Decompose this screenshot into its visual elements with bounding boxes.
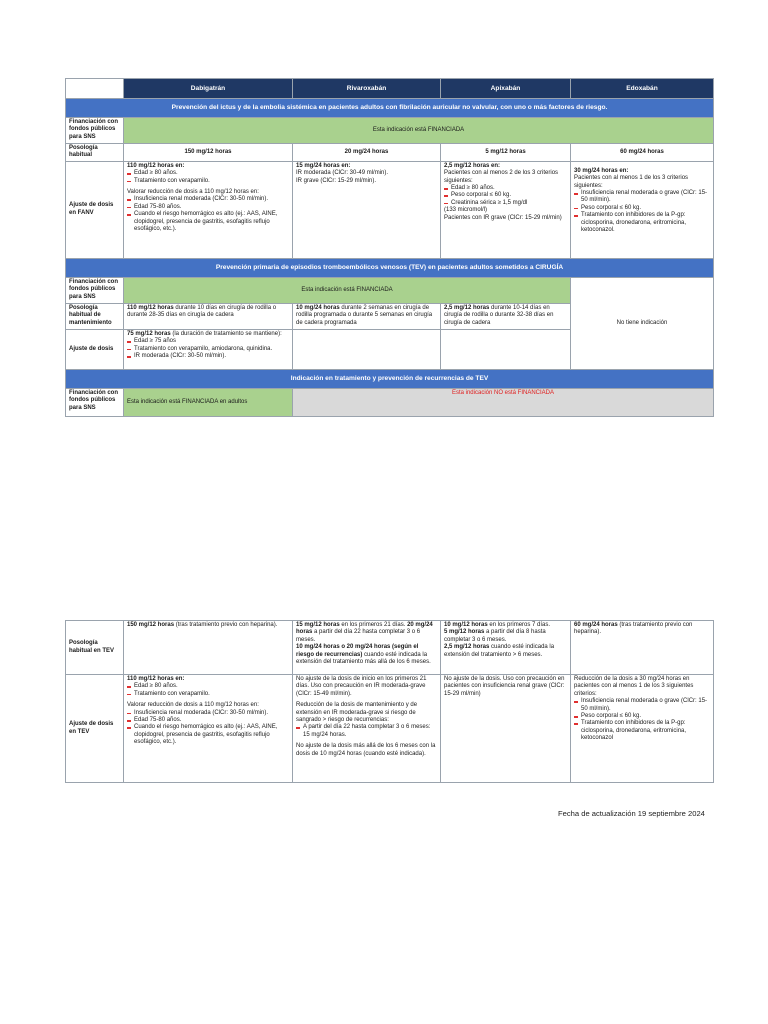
tev-posology-label: Posología habitual en TEV <box>66 621 124 675</box>
dose-detail: en los primeros 21 días. <box>339 622 408 628</box>
tev-adjust-row <box>66 675 714 783</box>
dose-detail: (la duración de tratamiento se mantiene): <box>170 330 282 337</box>
bullet-item: Edad ≥ 75 años <box>127 338 289 345</box>
fanv-posology-label: Posología habitual <box>66 144 124 162</box>
section-tev-band <box>66 369 714 388</box>
surgery-financing-label: Financiación con fondos públicos para SNS <box>66 277 124 303</box>
surgery-adjust-dabigatran <box>124 329 293 369</box>
col-header-dabigatran: Dabigatrán <box>124 79 293 99</box>
surgery-posology-label: Posología habitual de mantenimiento <box>66 303 124 329</box>
section-fanv-title: Prevención del ictus y de la embolia sistémica en pacientes adultos con fibrilación auricular no valvular, con uno o más factores de riesgo. <box>66 99 714 118</box>
bullet-item: Edad ≥ 80 años. <box>444 185 567 192</box>
text-line: 110 mg/12 horas en: <box>127 162 185 169</box>
text-line: 15 mg/24 horas en: <box>296 162 351 169</box>
tev-posology-rivaroxaban <box>293 621 441 675</box>
dose-text: 10 mg/24 horas o 20 mg/24 horas (según el riesgo de recurrencias) <box>296 644 419 658</box>
header-corner <box>66 79 124 99</box>
fanv-adjust-dabigatran <box>124 161 293 258</box>
bullet-item: Insuficiencia renal moderada (ClCr: 30-50 ml/min). <box>127 710 289 717</box>
fanv-adjust-row <box>66 161 714 258</box>
fanv-adjust-edoxaban <box>571 161 714 258</box>
col-header-apixaban: Apixabán <box>441 79 571 99</box>
dose-text: 60 mg/24 horas <box>574 622 618 628</box>
fanv-financing-label: Financiación con fondos públicos para SNS <box>66 118 124 144</box>
update-date: Fecha de actualización 19 septiembre 2024 <box>558 809 705 818</box>
tev-adjust-apixaban: No ajuste de la dosis. Uso con precaución en pacientes con insuficiencia renal grave (ClCr: 15-29 ml/min) <box>441 675 571 783</box>
tev-posology-dabigatran <box>124 621 293 675</box>
dose-detail: (tras tratamiento previo con heparina). <box>574 622 693 636</box>
text-line: Reducción de la dosis de mantenimiento y de extensión en IR moderada-grave si riesgo de sangrado > riesgo de recurrencias: <box>296 702 418 724</box>
tev-financing-dabigatran: Esta indicación está FINANCIADA en adultos <box>124 388 293 416</box>
bullet-item: Insuficiencia renal moderada (ClCr: 30-50 ml/min). <box>127 196 289 203</box>
dose-text: 110 mg/12 horas <box>127 304 174 311</box>
bullet-item: Creatinina sérica ≥ 1,5 mg/dl <box>444 200 567 207</box>
text-line: 110 mg/12 horas en: <box>127 676 185 682</box>
dose-detail: cuando esté indicada la extensión del tratamiento más allá de los 6 meses. <box>296 651 431 666</box>
doac-table-page2 <box>65 620 714 783</box>
bullet-item: IR moderada (ClCr: 30-50 ml/min). <box>127 353 289 360</box>
text-line: (133 micromol/l) <box>444 207 488 214</box>
text-line: Valorar reducción de dosis a 110 mg/12 horas en: <box>127 702 259 709</box>
text-line: 2,5 mg/12 horas en: <box>444 162 501 169</box>
dose-detail: durante 2 semanas en cirugía de rodilla programada o durante 5 semanas en cirugía de cadera programada <box>296 304 433 326</box>
bullet-item: Insuficiencia renal moderada o grave (ClCr: 15-50 ml/min). <box>574 698 710 713</box>
tev-financing-others: Esta indicación NO está FINANCIADA <box>293 388 714 416</box>
bullet-item: Peso corporal ≤ 60 kg. <box>574 713 710 720</box>
surgery-adjust-rivaroxaban <box>293 329 441 369</box>
surgery-posology-apixaban <box>441 303 571 329</box>
text-line: Reducción de la dosis a 30 mg/24 horas en pacientes con al menos 1 de los 3 siguientes criterios: <box>574 676 694 697</box>
text-line: Valorar reducción de dosis a 110 mg/12 horas en: <box>127 189 259 196</box>
fanv-adjust-label: Ajuste de dosis en FANV <box>66 161 124 258</box>
surgery-adjust-label: Ajuste de dosis <box>66 329 124 369</box>
fanv-posology-apixaban: 5 mg/12 horas <box>441 144 571 162</box>
tev-adjust-dabigatran <box>124 675 293 783</box>
fanv-posology-row <box>66 144 714 162</box>
dose-detail: cuando esté indicada la extensión del tratamiento > 6 meses. <box>444 644 555 658</box>
bullet-item: Tratamiento con verapamilo, amiodarona, quinidina. <box>127 346 289 353</box>
tev-financing-label: Financiación con fondos públicos para SNS <box>66 388 124 416</box>
dose-detail: a partir del día 22 hasta completar 3 o 6 meses. <box>296 629 421 643</box>
surgery-posology-dabigatran <box>124 303 293 329</box>
section-surgery-band <box>66 258 714 277</box>
bullet-item: Cuando el riesgo hemorrágico es alto (ej.: AAS, AINE, clopidogrel, presencia de gastritis, esofagitis reflujo esofágico, etc.). <box>127 211 289 233</box>
text-line: Pacientes con IR grave (ClCr: 15-29 ml/min) <box>444 214 562 221</box>
bullet-item: Tratamiento con verapamilo. <box>127 691 289 698</box>
tev-adjust-edoxaban <box>571 675 714 783</box>
surgery-financing-value: Esta indicación está FINANCIADA <box>124 277 571 303</box>
text-line: No ajuste de la dosis más allá de los 6 meses con la dosis de 10 mg/24 horas (cuando esté indicada). <box>296 743 436 757</box>
fanv-posology-dabigatran: 150 mg/12 horas <box>124 144 293 162</box>
dose-text: 5 mg/12 horas <box>444 629 485 636</box>
section-surgery-title: Prevención primaria de episodios tromboembólicos venosos (TEV) en pacientes adultos sometidos a CIRUGÍA <box>66 258 714 277</box>
bullet-item: Edad ≥ 80 años. <box>127 683 289 690</box>
text-line: Pacientes con al menos 2 de los 3 criterios siguientes: <box>444 170 559 184</box>
text-line: IR moderada (ClCr: 30-49 ml/min). <box>296 170 389 177</box>
dose-text: 75 mg/12 horas <box>127 330 171 337</box>
dose-text: 10 mg/24 horas <box>296 304 340 311</box>
bullet-item: Edad 75-80 años. <box>127 204 289 211</box>
bullet-item: Insuficiencia renal moderada o grave (ClCr: 15-50 ml/min). <box>574 190 710 205</box>
doac-table-page1 <box>65 78 714 417</box>
dose-detail: en los primeros 7 días. <box>487 622 551 628</box>
tev-posology-row <box>66 621 714 675</box>
tev-posology-edoxaban <box>571 621 714 675</box>
tev-adjust-label: Ajuste de dosis en TEV <box>66 675 124 783</box>
dose-text: 20 mg/24 horas <box>296 622 433 636</box>
bullet-item: A partir del día 22 hasta completar 3 o 6 meses: 15 mg/24 horas. <box>296 724 437 739</box>
bullet-item: Peso corporal ≤ 60 kg. <box>444 192 567 199</box>
text-line: No ajuste de la dosis de inicio en los primeros 21 días. Uso con precaución en IR moderada-grave (ClCr: 15-49 ml/min). <box>296 676 427 697</box>
tev-adjust-rivaroxaban <box>293 675 441 783</box>
fanv-financing-value: Esta indicación está FINANCIADA <box>124 118 714 144</box>
fanv-posology-edoxaban: 60 mg/24 horas <box>571 144 714 162</box>
dose-detail: a partir del día 8 hasta completar 3 o 6 meses. <box>444 629 546 643</box>
text-line: Pacientes con al menos 1 de los 3 criterios siguientes: <box>574 175 689 189</box>
dose-detail: durante 10 días en cirugía de rodilla o durante 28-35 días en cirugía de cadera <box>127 304 277 319</box>
section-fanv-band <box>66 99 714 118</box>
bullet-item: Edad 75-80 años. <box>127 717 289 724</box>
dose-text: 10 mg/12 horas <box>444 622 488 628</box>
tev-financing-row <box>66 388 714 416</box>
fanv-financing-row <box>66 118 714 144</box>
dose-detail: durante 10-14 días en cirugía de rodilla o durante 32-38 días en cirugía de cadera <box>444 304 554 326</box>
fanv-posology-rivaroxaban: 20 mg/24 horas <box>293 144 441 162</box>
col-header-edoxaban: Edoxabán <box>571 79 714 99</box>
tev-posology-apixaban <box>441 621 571 675</box>
surgery-posology-rivaroxaban <box>293 303 441 329</box>
col-header-rivaroxaban: Rivaroxabán <box>293 79 441 99</box>
text-line: IR grave (ClCr: 15-29 ml/min). <box>296 177 377 184</box>
surgery-edoxaban-no-indication: No tiene indicación <box>571 277 714 369</box>
dose-text: 15 mg/12 horas <box>296 622 340 628</box>
drug-header-row <box>66 79 714 99</box>
surgery-financing-row <box>66 277 714 303</box>
bullet-item: Edad ≥ 80 años. <box>127 170 289 177</box>
dose-text: 2,5 mg/12 horas <box>444 644 490 651</box>
fanv-adjust-apixaban <box>441 161 571 258</box>
text-line: 30 mg/24 horas en: <box>574 167 629 174</box>
fanv-adjust-rivaroxaban <box>293 161 441 258</box>
bullet-item: Tratamiento con inhibidores de la P-gp: ciclosporina, dronedarona, eritromicina, ketoconazol <box>574 720 710 742</box>
dose-detail: (tras tratamiento previo con heparina). <box>174 622 278 628</box>
dose-text: 150 mg/12 horas <box>127 622 175 628</box>
bullet-item: Tratamiento con inhibidores de la P-gp: ciclosporina, dronedarona, eritromicina, ketoconazol. <box>574 212 710 234</box>
bullet-item: Tratamiento con verapamilo. <box>127 178 289 185</box>
section-tev-title: Indicación en tratamiento y prevención de recurrencias de TEV <box>66 369 714 388</box>
dose-text: 2,5 mg/12 horas <box>444 304 490 311</box>
bullet-item: Peso corporal ≤ 60 kg. <box>574 205 710 212</box>
surgery-adjust-apixaban <box>441 329 571 369</box>
bullet-item: Cuando el riesgo hemorrágico es alto (ej.: AAS, AINE, clopidogrel, presencia de gastritis, esofagitis reflujo esofágico, etc.). <box>127 724 289 746</box>
